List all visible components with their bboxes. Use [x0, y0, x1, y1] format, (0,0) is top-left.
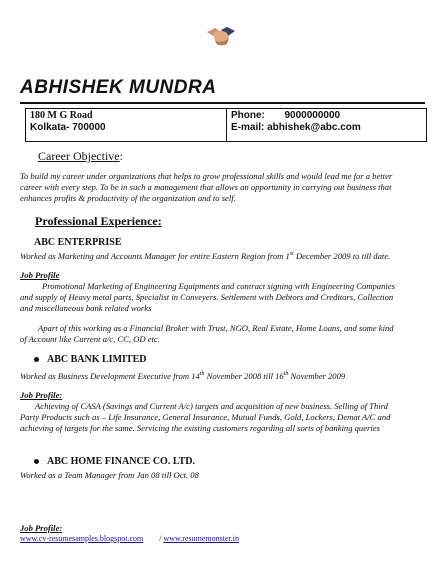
- experience-heading: Professional Experience:: [35, 214, 162, 228]
- extra-line: of Account like Current a/c, CC, OD etc.: [20, 334, 160, 344]
- phone-label: Phone:: [231, 110, 265, 121]
- objective-heading-wrap: Career Objective:: [38, 149, 123, 163]
- address-line2: Kolkata- 700000: [30, 122, 106, 133]
- name-divider: [20, 102, 425, 104]
- footer-link-resumemonster[interactable]: www.resumemonster.in: [163, 534, 239, 543]
- job-profile-label: Job Profile:: [20, 390, 63, 400]
- objective-text: [20, 171, 432, 204]
- job-role: Worked as a Team Manager from Jan 08 till Oct. 08: [20, 470, 199, 480]
- company-name: ABC HOME FINANCE CO. LTD.: [47, 456, 195, 467]
- address-cell: [26, 109, 226, 141]
- company-row: [34, 354, 146, 365]
- company-name: ABC ENTERPRISE: [34, 237, 122, 248]
- address-line1: 180 M G Road: [30, 110, 93, 121]
- email-label: E-mail:: [231, 122, 265, 133]
- job-profile-text: [20, 401, 434, 434]
- footer-link-cv-resumesamples[interactable]: www.cv-resumesamples.blogspot.com: [20, 534, 144, 543]
- job-profile-label: Job Profile: [20, 270, 60, 280]
- objective-line: enhances profits & productivity of the organization and to self.: [20, 193, 236, 203]
- job-role: Worked as Business Development Executive from 14th November 2008 till 16th November 2009: [20, 370, 346, 381]
- extra-line: Apart of this working as a Financial Broker with Trust, NGO, Real Estate, Home Loans, and some kind: [38, 323, 394, 333]
- candidate-name: ABHISHEK MUNDRA: [20, 77, 217, 98]
- contact-box: [25, 108, 427, 142]
- profile-line: Party Products such as – Life Insurance, General Insurance, Mutual Funds, Gold, Lockers, Demat A/C and: [20, 412, 391, 422]
- footer-separator: /: [159, 534, 162, 543]
- job-profile-label: Job Profile:: [20, 523, 63, 533]
- company-row: [34, 456, 195, 467]
- company-name: ABC BANK LIMITED: [47, 354, 147, 365]
- objective-heading: Career Objective: [38, 149, 120, 163]
- email-address: abhishek@abc.com: [267, 122, 361, 133]
- profile-line: and miscellaneous bank related works: [20, 303, 152, 313]
- profile-line: Achieving of CASA (Savings and Current A/c) targets and acquisition of new business. Selling of Third: [35, 401, 388, 411]
- phone-number: 9000000000: [284, 110, 341, 121]
- objective-line: To build my career under organizations that helps to grow professional skills and would lead me for a better: [20, 171, 393, 181]
- contact-cell: [226, 109, 426, 141]
- bullet-icon: [34, 357, 39, 362]
- profile-line: and supply of Heavy metal parts, Specialist in Conveyers. Settlement with Debtors and Creditors, Collection: [20, 292, 394, 302]
- handshake-icon: [205, 22, 237, 48]
- job-extra-text: [20, 323, 432, 345]
- bullet-icon: [34, 459, 39, 464]
- job-role: Worked as Marketing and Accounts Manager for entire Eastern Region from 1st December 2009 to till date.: [20, 250, 391, 261]
- email-row: [231, 122, 422, 134]
- objective-line: career with every step. To be in such a management that allows an opportunity in carrying out business that: [20, 182, 392, 192]
- phone-row: [231, 110, 422, 122]
- profile-line: achieving of targets for the same. Servicing the existing customers regarding all sorts of banking queries: [20, 423, 380, 433]
- profile-line: Promotional Marketing of Engineering Equipments and contract signing with Engineering Companies: [42, 281, 395, 291]
- footer-links: [20, 534, 239, 543]
- job-profile-text: [20, 281, 432, 314]
